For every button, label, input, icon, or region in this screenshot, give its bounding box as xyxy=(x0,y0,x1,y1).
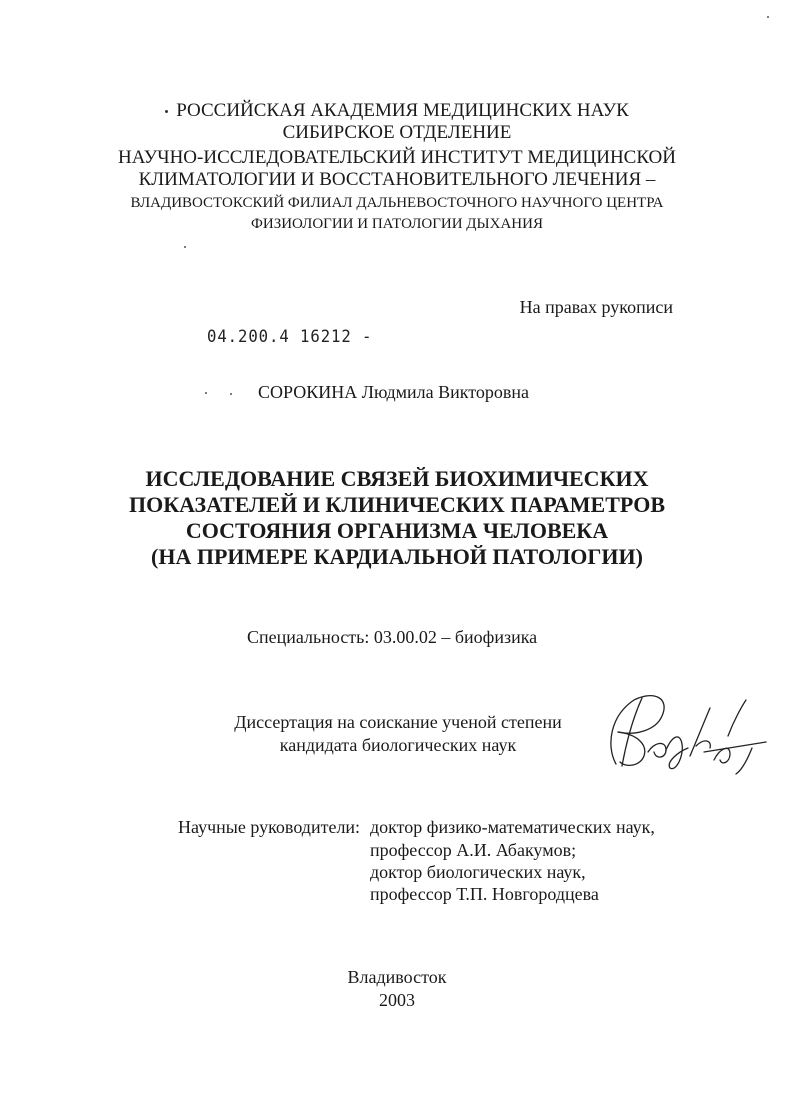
thesis-title-line-1: ИССЛЕДОВАНИЕ СВЯЗЕЙ БИОХИМИЧЕСКИХ xyxy=(145,466,649,491)
header-line-institute: НАУЧНО-ИССЛЕДОВАТЕЛЬСКИЙ ИНСТИТУТ МЕДИЦИНСКОЙ xyxy=(118,147,676,168)
header-line-academy: РОССИЙСКАЯ АКАДЕМИЯ МЕДИЦИНСКИХ НАУК xyxy=(0,98,794,124)
scan-speck xyxy=(230,393,232,395)
specialty: Специальность: 03.00.02 – биофизика xyxy=(247,627,538,647)
scan-speck xyxy=(767,16,769,18)
dissertation-degree xyxy=(229,711,567,757)
supervisor-1-degree: доктор физико-математических наук, xyxy=(370,817,655,837)
year: 2003 xyxy=(379,990,415,1010)
header-line-climatology: КЛИМАТОЛОГИИ И ВОССТАНОВИТЕЛЬНОГО ЛЕЧЕНИЯ – xyxy=(138,169,656,190)
degree-line-1: Диссертация на соискание ученой степени xyxy=(234,712,562,732)
thesis-title-line-2: ПОКАЗАТЕЛЕЙ И КЛИНИЧЕСКИХ ПАРАМЕТРОВ xyxy=(129,492,665,517)
supervisor-2-degree: доктор биологических наук, xyxy=(370,862,586,882)
thesis-title-line-3: СОСТОЯНИЯ ОРГАНИЗМА ЧЕЛОВЕКА xyxy=(185,518,609,543)
supervisor-1-name: профессор А.И. Абакумов; xyxy=(370,840,577,860)
bullet-dot xyxy=(165,110,168,113)
manuscript-rights: На правах рукописи xyxy=(519,297,673,317)
header-line-branch: СИБИРСКОЕ ОТДЕЛЕНИЕ xyxy=(282,122,512,143)
scan-speck xyxy=(205,392,207,394)
handwritten-signature xyxy=(596,686,771,778)
header-line-physiology: ФИЗИОЛОГИИ И ПАТОЛОГИИ ДЫХАНИЯ xyxy=(251,216,543,232)
degree-line-2: кандидата биологических наук xyxy=(279,735,517,755)
supervisor-2-name: профессор Т.П. Новгородцева xyxy=(370,884,599,904)
supervisors-label: Научные руководители: xyxy=(178,817,361,837)
registration-stamp: 04.200.4 16212 - xyxy=(207,327,373,347)
thesis-title-line-4: (НА ПРИМЕРЕ КАРДИАЛЬНОЙ ПАТОЛОГИИ) xyxy=(151,544,643,569)
header-line-vladivostok-branch: ВЛАДИВОСТОКСКИЙ ФИЛИАЛ ДАЛЬНЕВОСТОЧНОГО НАУЧНОГО ЦЕНТРА xyxy=(130,195,664,211)
city: Владивосток xyxy=(347,967,447,987)
scan-speck xyxy=(184,246,186,248)
author-name: СОРОКИНА Людмила Викторовна xyxy=(258,382,530,402)
